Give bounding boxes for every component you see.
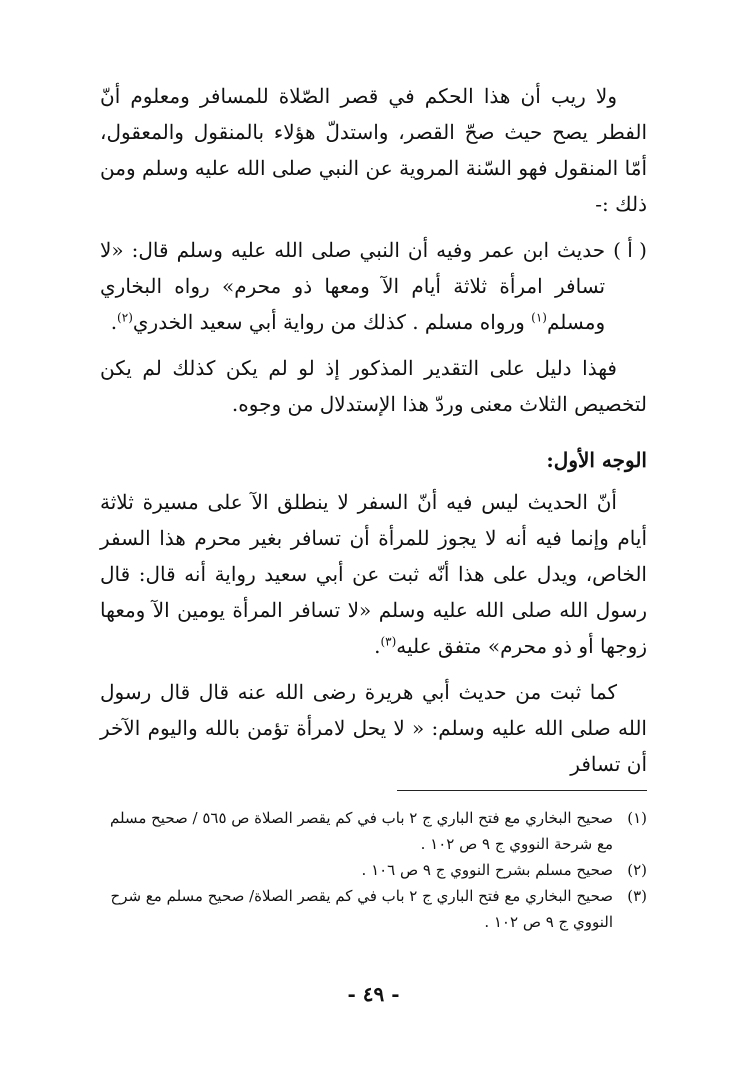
footnote-2 [100,857,647,883]
first-point-text: أنّ الحديث ليس فيه أنّ السفر لا ينطلق الآ على مسيرة ثلاثة أيام وإنما فيه أنه لا يجوز للمرأة أن تسافر بغير محرم هذا السفر الخاص، ويدل على هذا أنّه ثبت عن أبي سعيد رواية أنه قال: قال رسول الله صلى الله عليه وسلم «لا تسافر المرأة يومين الآ ومعها زوجها أو ذو محرم» متفق عليه [100,490,647,658]
page-number: - ٤٩ - [347,982,400,1006]
hadith-a-text-2: ورواه مسلم . كذلك من رواية أبي سعيد الخدري [132,310,532,334]
footnote-ref-2: (٢) [117,310,133,325]
footnote-text: صحيح البخاري مع فتح الباري ج ٢ باب في كم يقصر الصلاة ص ٥٦٥ / صحيح مسلم مع شرحة النووي ج ٩ ص ١٠٢ . [109,809,613,853]
footnote-text: صحيح مسلم بشرح النووي ج ٩ ص ١٠٦ . [361,861,613,879]
footnote-divider [397,790,647,791]
hadith-a-body [100,232,605,340]
continuation-paragraph: كما ثبت من حديث أبي هريرة رضى الله عنه قال قال رسول الله صلى الله عليه وسلم: « لا يحل لامرأة تؤمن بالله واليوم الآخر أن تسافر [100,680,647,776]
main-text [100,78,647,792]
hadith-a-text: حديث ابن عمر وفيه أن النبي صلى الله عليه وسلم قال: «لا تسافر امرأة ثلاثة أيام الآ ومعها ذو محرم» رواه البخاري ومسلم [100,238,606,334]
footnote-1 [100,805,647,857]
intro-paragraph: ولا ريب أن هذا الحكم في قصر الصّلاة للمسافر ومعلوم أنّ الفطر يصح حيث صحّ القصر، واستدلّ هؤلاء بالمنقول والمعقول، أمّا المنقول فهو السّنة المروية عن النبي صلى الله عليه وسلم ومن ذلك :- [100,84,647,216]
footnote-number: (٢) [627,861,647,879]
hadith-a-paragraph [100,232,647,340]
footnotes [100,805,647,935]
first-point-end: . [374,634,381,658]
section-heading: الوجه الأول: [546,448,647,472]
footnote-ref-3: (٣) [380,634,397,649]
hadith-a-text-3: . [110,310,118,334]
argument-paragraph: فهذا دليل على التقدير المذكور إذ لو لم يكن كذلك لم يكن لتخصيص الثلاث معنى وردّ هذا الإستدلال من وجوه. [100,356,647,416]
footnote-number: (٣) [627,887,647,905]
footnote-3 [100,883,647,935]
first-point-paragraph [100,484,647,664]
footnote-text: صحيح البخاري مع فتح الباري ج ٢ باب في كم يقصر الصلاة/ صحيح مسلم مع شرح النووي ج ٩ ص ١٠٢ . [110,887,613,931]
hadith-a-marker: ( أ ) [613,238,647,262]
footnote-number: (١) [627,809,647,827]
footnote-ref-1: (١) [531,310,547,325]
